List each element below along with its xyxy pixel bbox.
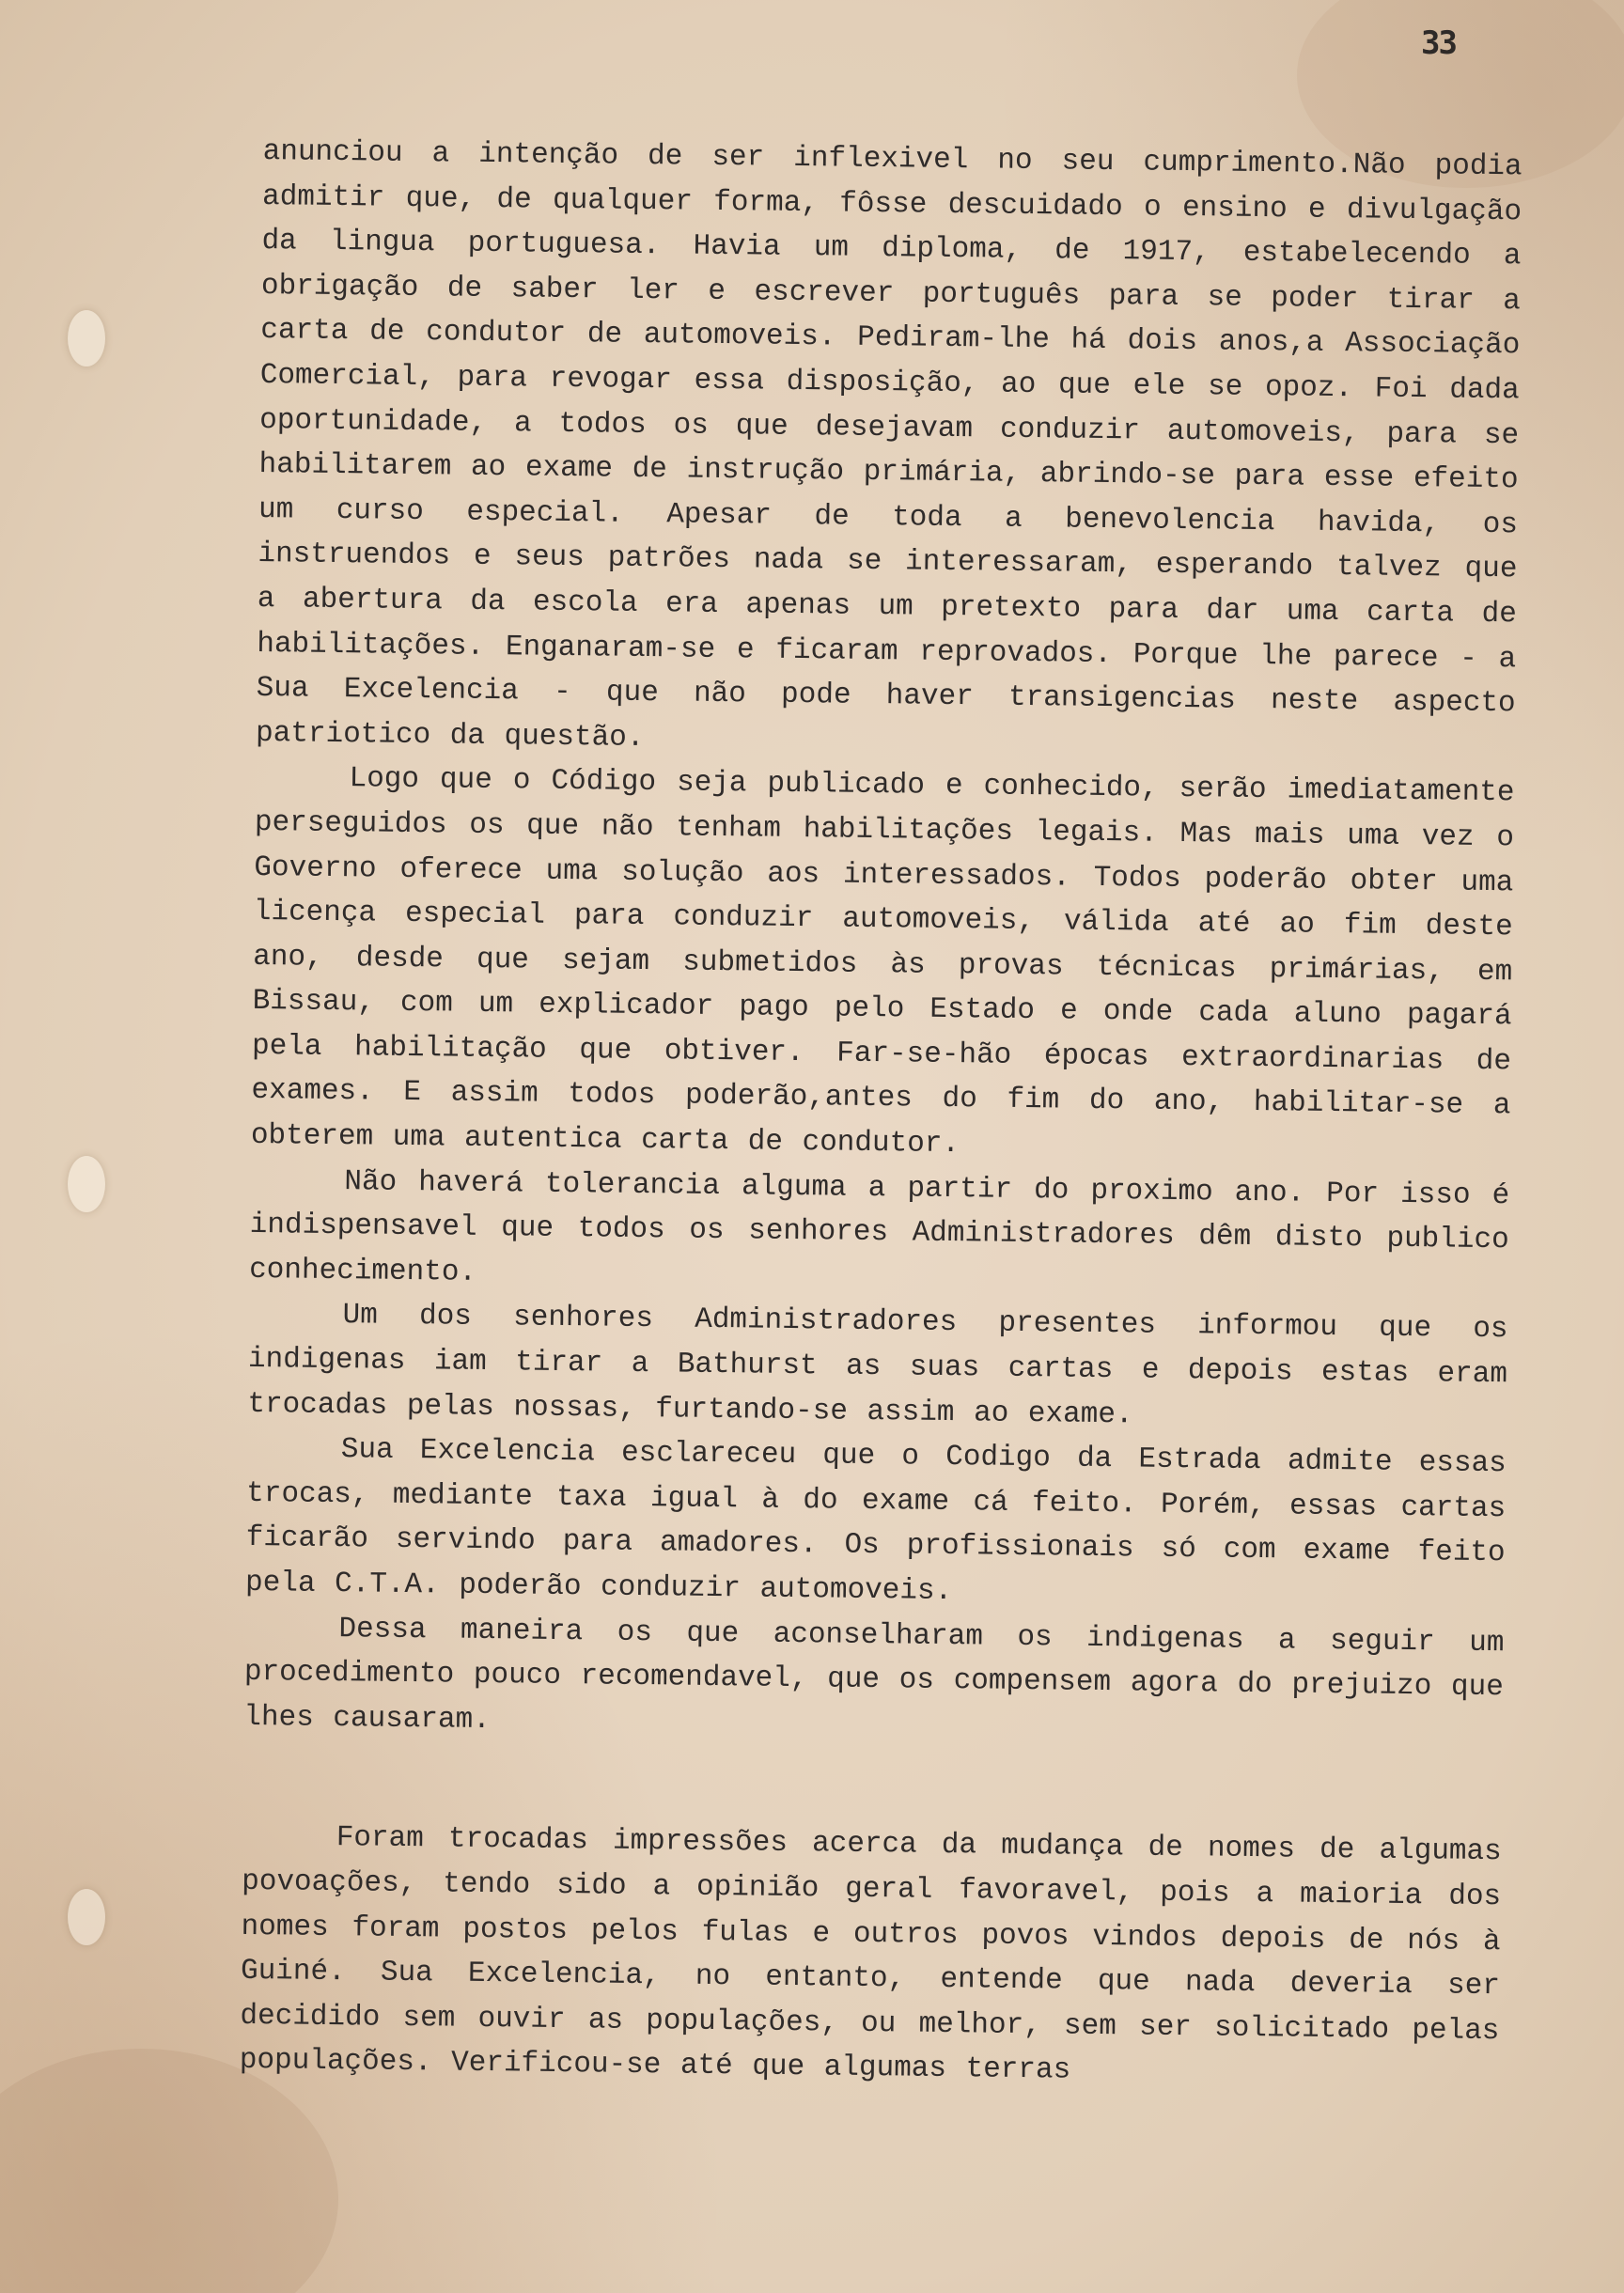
punch-hole: [68, 1889, 105, 1945]
paragraph-compensation: Dessa maneira os que aconselharam os indigenas a seguir um procedimento pouco recomendavel, que os compensem agora do prejuizo que lhes causaram.: [243, 1612, 1505, 1737]
paragraph-code-publication: Logo que o Código seja publicado e conhecido, serão imediatamente perseguidos os que não tenham habilitações legais. Mas mais uma vez o Governo oferece uma solução aos interessados. Todos poderão obter uma licença especial para conduzir automoveis, válida até ao fim deste ano, desde que sejam submetidos às provas técnicas primárias, em Bissau, com um explicador pago pelo Estado e onde cada aluno pagará pela habilitação que obtiver. Far-se-hão épocas extraordinarias de exames. E assim todos poderão,antes do fim do ano, habilitar-se a obterem uma autentica carta de condutor.: [250, 762, 1515, 1162]
punch-hole: [68, 1156, 105, 1212]
typed-text-body: [240, 130, 1522, 2098]
paragraph-no-tolerance: Não haverá tolerancia alguma a partir do proximo ano. Por isso é indispensavel que todos os senhores Administradores dêm disto publico conhecimento.: [248, 1164, 1510, 1289]
paragraph-bathurst-licenses: Um dos senhores Administradores presentes informou que os indigenas iam tirar a Bathurst as suas cartas e depois estas eram trocadas pelas nossas, furtando-se assim ao exame.: [247, 1299, 1508, 1432]
paragraph-license-exchange: Sua Excelencia esclareceu que o Codigo da Estrada admite essas trocas, mediante taxa igual à do exame cá feito. Porém, essas cartas ficarão servindo para amadores. Os profissionais só com exame feito pela C.T.A. poderão conduzir automoveis.: [244, 1433, 1507, 1609]
water-stain: [0, 2049, 338, 2293]
paragraph-driving-license-language: anunciou a intenção de ser inflexivel no seu cumprimento.Não podia admitir que, de qualquer forma, fôsse descuidado o ensino e divulgação da lingua portuguesa. Havia um diploma, de 1917, estabelecendo a obrigação de saber ler e escrever português para se poder tirar a carta de condutor de automoveis. Pediram-lhe há dois anos,a Associação Comercial, para revogar essa disposição, ao que ele se opoz. Foi dada oportunidade, a todos os que desejavam conduzir automoveis, para se habilitarem ao exame de instrução primária, abrindo-se para esse efeito um curso especial. Apesar de toda a benevolencia havida, os instruendos e seus patrões nada se interessaram, esperando talvez que a abertura da escola era apenas um pretexto para dar uma carta de habilitações. Enganaram-se e ficaram reprovados. Porque lhe parece - a Sua Excelencia - que não pode haver transigencias neste aspecto patriotico da questão.: [255, 134, 1522, 755]
paragraph-place-names: Foram trocadas impressões acerca da mudança de nomes de algumas povoações, tendo sido a opinião geral favoravel, pois a maioria dos nomes foram postos pelos fulas e outros povos vindos depois de nós à Guiné. Sua Excelencia, no entanto, entende que nada deveria ser decidido sem ouvir as populações, ou melhor, sem ser solicitado pelas populações. Verificou-se até que algumas terras: [239, 1821, 1502, 2087]
punch-hole: [68, 310, 105, 367]
page-number: 33: [1421, 24, 1456, 62]
